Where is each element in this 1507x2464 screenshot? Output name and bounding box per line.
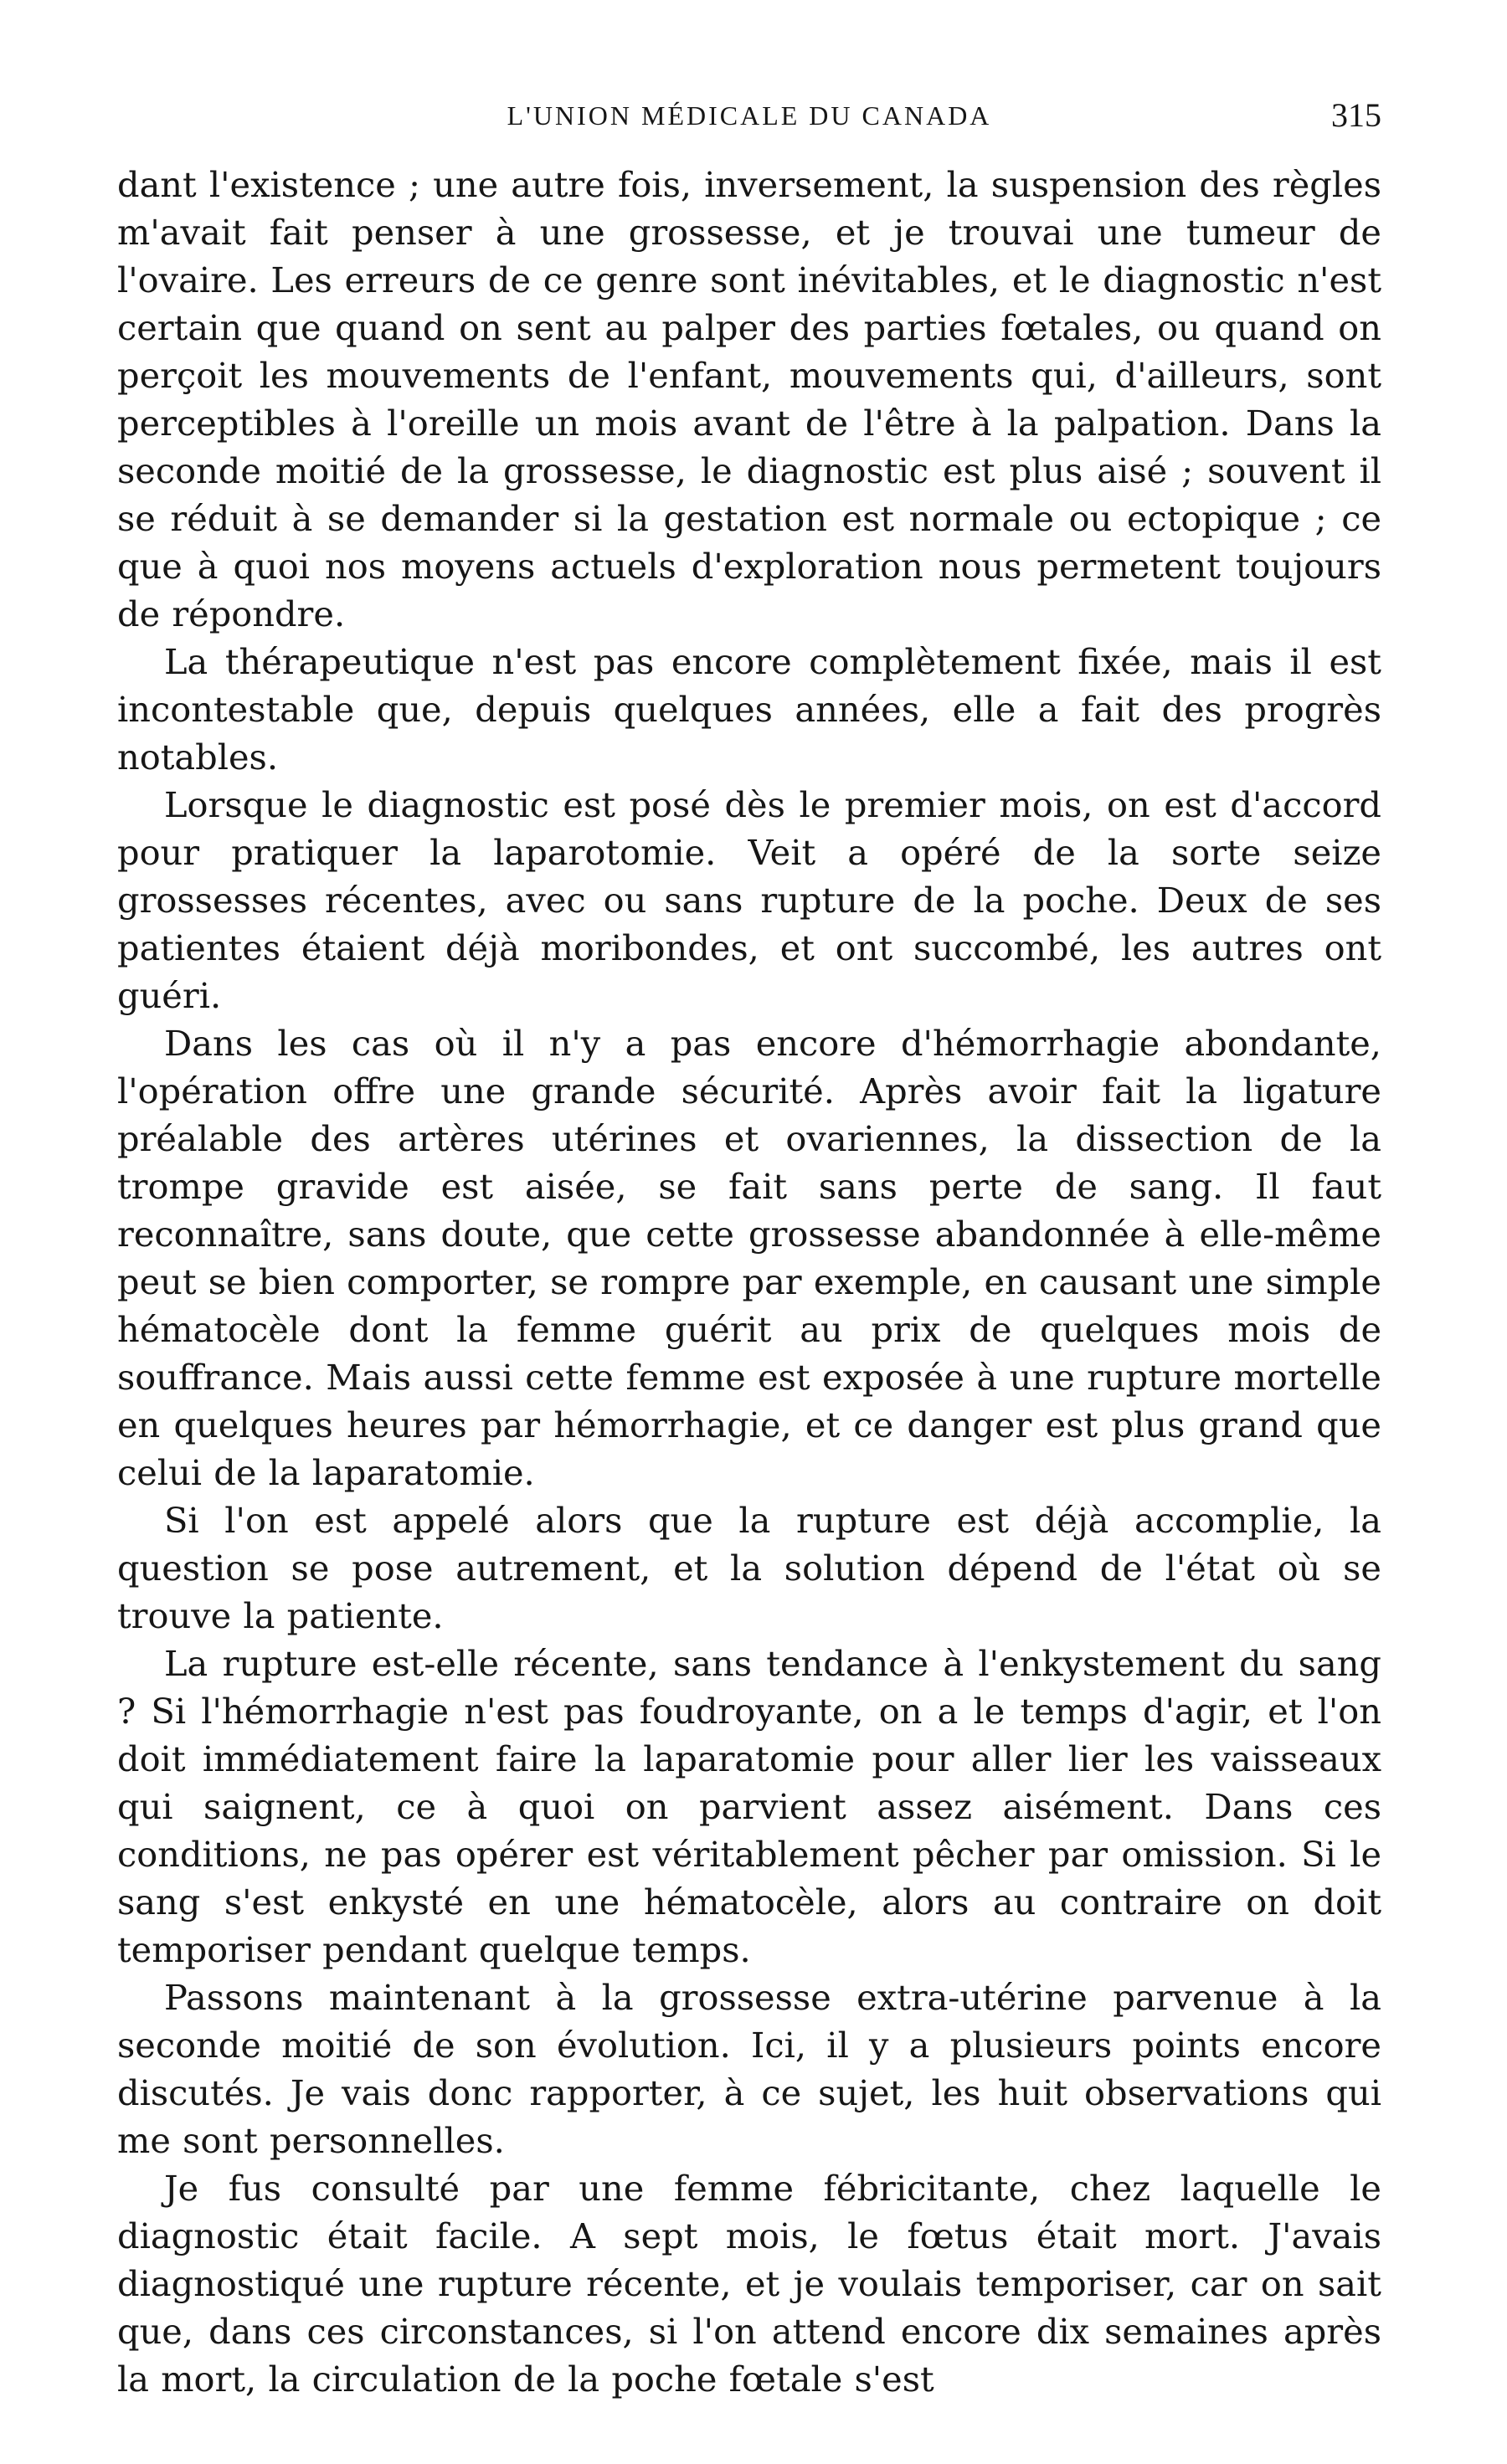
page-number: 315 bbox=[1331, 96, 1381, 134]
paragraph-diagnosis: dant l'existence ; une autre fois, inversement, la suspension des règles m'avait fait penser à une grossesse, et je trouvai une tumeur de l'ovaire. Les erreurs de ce genre sont inévitables, et le diagnostic n'est certain que quand on sent au palper des parties fœtales, ou quand on perçoit les mouvements de l'enfant, mouvements qui, d'ailleurs, sont perceptibles à l'oreille un mois avant de l'être à la palpation. Dans la seconde moitié de la grossesse, le diagnostic est plus aisé ; souvent il se réduit à se demander si la gestation est normale ou ectopique ; ce que à quoi nos moyens actuels d'exploration nous permetent toujours de répondre. bbox=[117, 164, 1381, 634]
document-page bbox=[117, 67, 1381, 2403]
body-text bbox=[117, 161, 1381, 2403]
paragraph-early-laparotomy: Lorsque le diagnostic est posé dès le premier mois, on est d'accord pour pratiquer la laparotomie. Veit a opéré de la sorte seize grossesses récentes, avec ou sans rupture de la poche. Deux de ses patientes étaient déjà moribondes, et ont succombé, les autres ont guéri. bbox=[117, 784, 1381, 1016]
paragraph-second-half: Passons maintenant à la grossesse extra-utérine parvenue à la seconde moitié de son évolution. Ici, il y a plusieurs points encore discutés. Je vais donc rapporter, à ce sujet, les huit observations qui me sont personnelles. bbox=[117, 1977, 1381, 2161]
paragraph-rupture-accomplished: Si l'on est appelé alors que la rupture est déjà accomplie, la question se pose autrement, et la solution dépend de l'état où se trouve la patiente. bbox=[117, 1500, 1381, 1636]
paragraph-operation-security: Dans les cas où il n'y a pas encore d'hémorrhagie abondante, l'opération offre une grande sécurité. Après avoir fait la ligature préalable des artères utérines et ovariennes, la dissection de la trompe gravide est aisée, se fait sans perte de sang. Il faut reconnaître, sans doute, que cette grossesse abandonnée à elle-même peut se bien comporter, se rompre par exemple, en causant une simple hématocèle dont la femme guérit au prix de quelques mois de souffrance. Mais aussi cette femme est exposée à une rupture mortelle en quelques heures par hémorrhagie, et ce danger est plus grand que celui de la laparatomie. bbox=[117, 1023, 1381, 1493]
journal-title: L'UNION MÉDICALE DU CANADA bbox=[507, 100, 992, 131]
paragraph-therapeutics: La thérapeutique n'est pas encore complètement fixée, mais il est incontestable que, depuis quelques années, elle a fait des progrès notables. bbox=[117, 641, 1381, 778]
running-header bbox=[117, 67, 1381, 142]
paragraph-observation-one: Je fus consulté par une femme fébricitante, chez laquelle le diagnostic était facile. A sept mois, le fœtus était mort. J'avais diagnostiqué une rupture récente, et je voulais temporiser, car on sait que, dans ces circonstances, si l'on attend encore dix semaines après la mort, la circulation de la poche fœtale s'est bbox=[117, 2168, 1381, 2400]
paragraph-recent-rupture: La rupture est-elle récente, sans tendance à l'enkystement du sang ? Si l'hémorrhagie n'est pas foudroyante, on a le temps d'agir, et l'on doit immédiatement faire la laparatomie pour aller lier les vaisseaux qui saignent, ce à quoi on parvient assez aisément. Dans ces conditions, ne pas opérer est véritablement pêcher par omission. Si le sang s'est enkysté en une hématocèle, alors au contraire on doit temporiser pendant quelque temps. bbox=[117, 1643, 1381, 1970]
